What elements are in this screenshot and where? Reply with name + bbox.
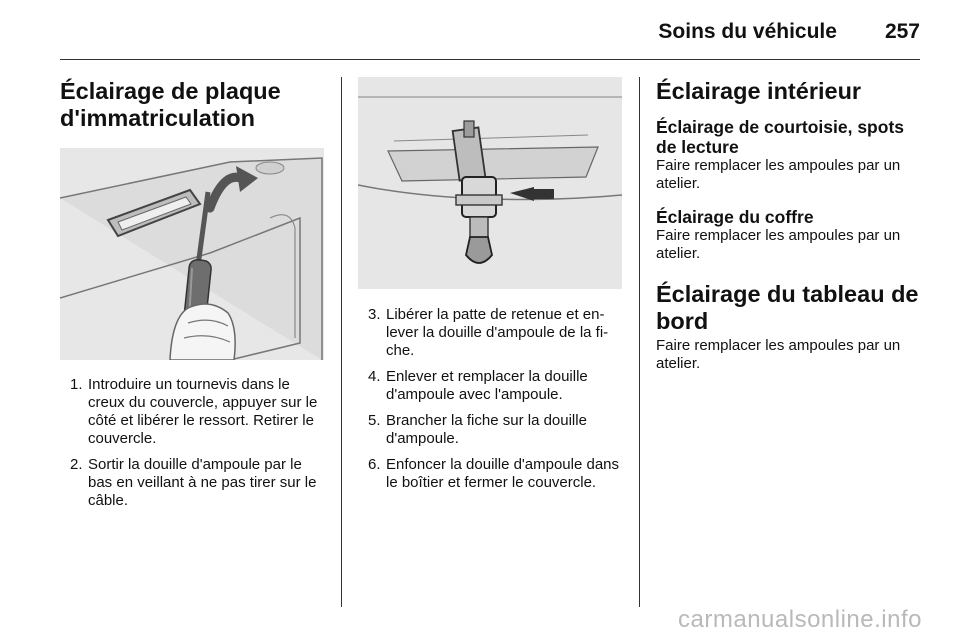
column-divider-1 bbox=[341, 77, 342, 607]
step-number: 2. bbox=[70, 456, 83, 473]
page-number: 257 bbox=[884, 20, 920, 43]
section-heading-licence-plate: Éclairage de plaque d'immatriculation bbox=[60, 78, 281, 131]
section-heading-dashboard: Éclairage du tableau de bord bbox=[656, 281, 919, 334]
list-item bbox=[358, 412, 624, 448]
header-rule bbox=[60, 59, 920, 60]
running-title: Soins du véhicule bbox=[658, 20, 837, 43]
list-item bbox=[358, 306, 624, 360]
step-text: Introduire un tournevis dans le creux du couvercle, appuyer sur le côté et libérer le ressort. Retirer le couvercle. bbox=[88, 376, 318, 447]
bulb-socket-illustration bbox=[358, 77, 622, 289]
step-text: Enlever et remplacer la douille d'ampoule avec l'ampoule. bbox=[386, 368, 588, 403]
paragraph-dashboard: Faire remplacer les ampoules par un atelier. bbox=[656, 337, 901, 372]
column-bulb-steps bbox=[358, 70, 624, 500]
watermark: carmanualsonline.info bbox=[678, 606, 922, 633]
column-divider-2 bbox=[639, 77, 640, 607]
page-header bbox=[658, 14, 920, 50]
column-licence-plate bbox=[60, 70, 328, 518]
step-number: 6. bbox=[368, 456, 381, 473]
paragraph-trunk-light: Faire remplacer les ampoules par un atelier. bbox=[656, 227, 901, 262]
step-number: 3. bbox=[368, 306, 381, 323]
licence-plate-light-illustration bbox=[60, 148, 324, 360]
step-text: Brancher la fiche sur la douille d'ampoule. bbox=[386, 412, 587, 447]
paragraph-courtesy-lights: Faire remplacer les ampoules par un atelier. bbox=[656, 157, 901, 192]
subheading-courtesy-lights: Éclairage de courtoisie, spots de lecture bbox=[656, 117, 904, 157]
step-text: Libérer la patte de retenue et enlever la douille d'ampoule de la fiche. bbox=[386, 306, 609, 359]
section-heading-interior: Éclairage intérieur bbox=[656, 78, 862, 104]
list-item bbox=[358, 456, 624, 492]
column-interior-lighting bbox=[656, 70, 924, 373]
step-text: Enfoncer la douille d'ampoule dans le boîtier et fermer le couvercle. bbox=[386, 456, 620, 491]
subheading-trunk-light: Éclairage du coffre bbox=[656, 207, 814, 227]
list-item bbox=[60, 456, 328, 510]
steps-list-2 bbox=[358, 306, 624, 492]
step-text: Sortir la douille d'ampoule par le bas en veillant à ne pas tirer sur le câble. bbox=[88, 456, 317, 509]
step-number: 4. bbox=[368, 368, 381, 385]
list-item bbox=[60, 376, 328, 448]
step-number: 1. bbox=[70, 376, 83, 393]
list-item bbox=[358, 368, 624, 404]
steps-list-1 bbox=[60, 376, 328, 510]
step-number: 5. bbox=[368, 412, 381, 429]
